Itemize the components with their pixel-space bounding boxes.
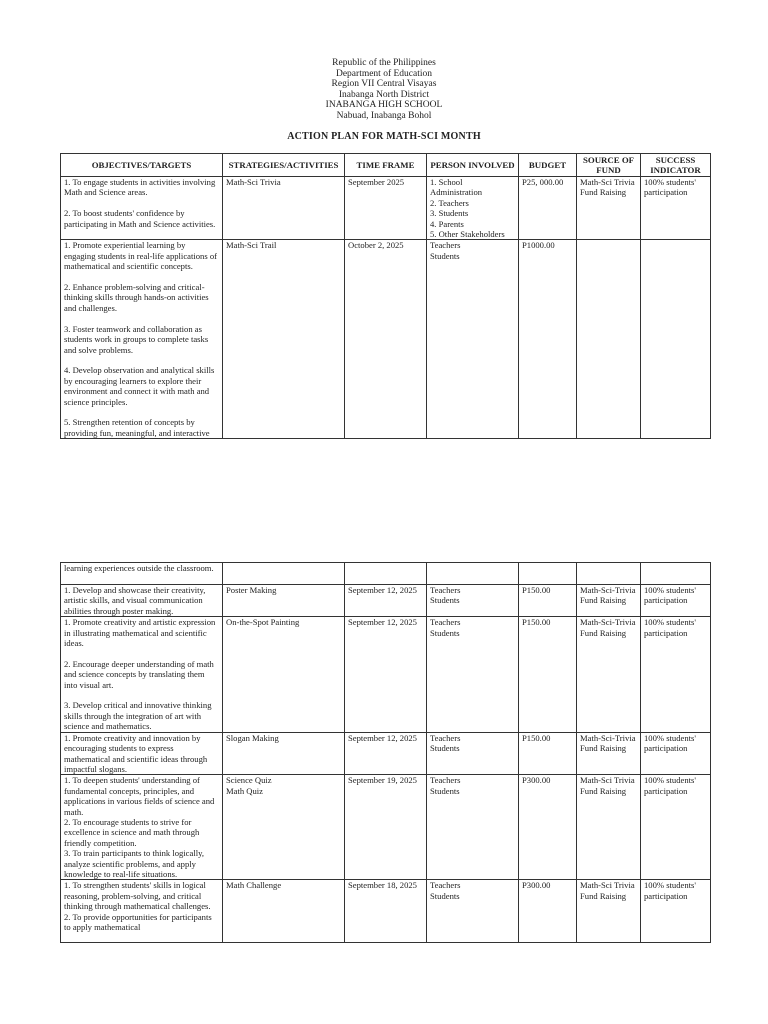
cell-strategy xyxy=(223,585,345,617)
cell-success-indicator xyxy=(641,732,711,775)
cell-time-frame xyxy=(345,563,427,585)
cell-objectives xyxy=(61,585,223,617)
cell-strategy-text: Math-Sci Trivia xyxy=(226,177,281,187)
cell-objectives xyxy=(61,563,223,585)
cell-source-of-fund-text: Math-Sci Trivia Fund Raising xyxy=(580,177,635,198)
cell-time-frame-text: October 2, 2025 xyxy=(348,240,404,251)
column-header-success-indicator: SUCCESS INDICATOR xyxy=(641,154,711,177)
cell-budget-text: P1000.00 xyxy=(522,240,555,251)
cell-time-frame xyxy=(345,240,427,439)
cell-time-frame xyxy=(345,585,427,617)
cell-source-of-fund xyxy=(577,585,641,617)
cell-person-involved-text: Teachers Students xyxy=(430,880,461,901)
cell-budget-text: P300.00 xyxy=(522,775,551,786)
cell-person-involved-text: Teachers Students xyxy=(430,240,461,261)
action-plan-table-page-1 xyxy=(60,153,711,439)
cell-source-of-fund xyxy=(577,880,641,943)
document-header xyxy=(0,58,768,121)
header-line-address: Nabuad, Inabanga Bohol xyxy=(336,110,432,121)
cell-person-involved-text: 1. School Administration 2. Teachers 3. Students 4. Parents 5. Other Stakeholders xyxy=(430,177,505,240)
cell-source-of-fund xyxy=(577,240,641,439)
header-line-country: Republic of the Philippines xyxy=(332,58,436,68)
cell-budget xyxy=(519,585,577,617)
cell-strategy-text: Poster Making xyxy=(226,585,277,595)
column-header-budget: BUDGET xyxy=(519,154,577,177)
header-line-department: Department of Education xyxy=(335,68,433,79)
cell-person-involved-text: Teachers Students xyxy=(430,617,461,638)
cell-budget xyxy=(519,177,577,240)
table-header-row xyxy=(61,154,711,177)
column-header-person-involved: PERSON INVOLVED xyxy=(427,154,519,177)
cell-time-frame xyxy=(345,617,427,732)
cell-budget-text: P150.00 xyxy=(522,585,551,595)
cell-objectives xyxy=(61,240,223,439)
cell-objectives xyxy=(61,617,223,732)
cell-source-of-fund xyxy=(577,177,641,240)
cell-success-indicator xyxy=(641,177,711,240)
cell-objectives-text: 1. Develop and showcase their creativity, artistic skills, and visual communication abilities through poster making. xyxy=(64,585,206,616)
cell-strategy xyxy=(223,177,345,240)
cell-source-of-fund xyxy=(577,775,641,880)
cell-time-frame xyxy=(345,775,427,880)
table-row xyxy=(61,775,711,880)
cell-success-indicator-text: 100% students' participation xyxy=(644,775,696,796)
cell-budget-text: P300.00 xyxy=(522,880,551,891)
cell-success-indicator xyxy=(641,585,711,617)
cell-person-involved xyxy=(427,177,519,240)
cell-objectives-text: 1. Promote experiential learning by engaging students in real-life applications of mathematical and scientific concepts. 2. Enhance problem-solving and critical-thinking skills through hands-on activities and challenges. 3. Foster teamwork and collaboration as students work in groups to complete tasks and solve problems. 4. Develop observation and analytical skills by encouraging learners to explore their environment and connect it with math and science principles. 5. Strengthen retention of concepts by providing fun, meaningful, and interactive xyxy=(64,240,217,438)
cell-success-indicator xyxy=(641,240,711,439)
cell-person-involved xyxy=(427,775,519,880)
table-row xyxy=(61,240,711,439)
cell-strategy xyxy=(223,880,345,943)
cell-source-of-fund-text: Math-Sci-Trivia Fund Raising xyxy=(580,617,636,638)
cell-budget xyxy=(519,617,577,732)
cell-time-frame-text: September 12, 2025 xyxy=(348,732,417,743)
cell-person-involved xyxy=(427,563,519,585)
cell-strategy-text: On-the-Spot Painting xyxy=(226,617,300,628)
cell-budget xyxy=(519,880,577,943)
cell-person-involved xyxy=(427,617,519,732)
cell-budget xyxy=(519,563,577,585)
cell-source-of-fund xyxy=(577,617,641,732)
cell-objectives-text: learning experiences outside the classroom. xyxy=(64,563,214,573)
table-row xyxy=(61,617,711,732)
cell-objectives-text: 1. To engage students in activities involving Math and Science areas. 2. To boost students' confidence by participating in Math and Science activities. xyxy=(64,177,216,229)
cell-success-indicator-text: 100% students' participation xyxy=(644,732,696,754)
cell-objectives xyxy=(61,775,223,880)
cell-objectives-text: 1. To deepen students' understanding of fundamental concepts, principles, and applications in various fields of science and math. 2. To encourage students to strive for excellence in science and math through friendly competition. 3. To train participants to think logically, analyze scientific problems, and apply knowledge to real-life situations. xyxy=(64,775,215,879)
cell-success-indicator-text: 100% students' participation xyxy=(644,177,696,198)
cell-success-indicator xyxy=(641,563,711,585)
cell-success-indicator-text: 100% students' participation xyxy=(644,617,696,638)
table-row xyxy=(61,585,711,617)
cell-objectives-text: 1. Promote creativity and innovation by encouraging students to express mathematical and scientific ideas through impactful slogans. xyxy=(64,732,208,774)
cell-strategy xyxy=(223,240,345,439)
cell-objectives xyxy=(61,732,223,775)
cell-strategy xyxy=(223,775,345,880)
cell-success-indicator xyxy=(641,617,711,732)
cell-strategy xyxy=(223,563,345,585)
cell-budget-text: P150.00 xyxy=(522,617,551,628)
action-plan-table-page-2 xyxy=(60,562,711,943)
header-line-district: Inabanga North District xyxy=(338,89,430,100)
cell-time-frame-text: September 2025 xyxy=(348,177,405,187)
cell-source-of-fund-text: Math-Sci-Trivia Fund Raising xyxy=(580,732,636,754)
cell-objectives xyxy=(61,880,223,943)
cell-time-frame-text: September 19, 2025 xyxy=(348,775,417,786)
table-row xyxy=(61,732,711,775)
cell-person-involved-text: Teachers Students xyxy=(430,732,461,754)
header-line-school: INABANGA HIGH SCHOOL xyxy=(325,100,443,110)
cell-strategy xyxy=(223,732,345,775)
header-line-region: Region VII Central Visayas xyxy=(331,79,437,89)
cell-success-indicator-text: 100% students' participation xyxy=(644,880,696,901)
cell-budget-text: P150.00 xyxy=(522,732,551,743)
cell-objectives-text: 1. To strengthen students' skills in logical reasoning, problem-solving, and critical thinking through mathematical challenges. 2. To provide opportunities for participants to apply mathematical xyxy=(64,880,212,932)
cell-success-indicator xyxy=(641,880,711,943)
column-header-strategies: STRATEGIES/ACTIVITIES xyxy=(223,154,345,177)
cell-person-involved-text: Teachers Students xyxy=(430,585,461,606)
column-header-objectives: OBJECTIVES/TARGETS xyxy=(61,154,223,177)
cell-time-frame-text: September 12, 2025 xyxy=(348,585,417,595)
cell-source-of-fund xyxy=(577,732,641,775)
cell-objectives-text: 1. Promote creativity and artistic expression in illustrating mathematical and scientific ideas. 2. Encourage deeper understanding of math and science concepts by translating them into visual art. 3. Develop critical and innovative thinking skills through the integration of art with science and mathematics. xyxy=(64,617,216,732)
page-title: ACTION PLAN FOR MATH-SCI MONTH xyxy=(287,131,481,142)
cell-time-frame-text: September 12, 2025 xyxy=(348,617,417,628)
table-row xyxy=(61,880,711,943)
cell-strategy xyxy=(223,617,345,732)
cell-objectives xyxy=(61,177,223,240)
cell-source-of-fund-text: Math-Sci Trivia Fund Raising xyxy=(580,880,635,901)
column-header-time-frame: TIME FRAME xyxy=(345,154,427,177)
cell-strategy-text: Science Quiz Math Quiz xyxy=(226,775,272,796)
cell-time-frame xyxy=(345,732,427,775)
cell-success-indicator xyxy=(641,775,711,880)
table-row xyxy=(61,177,711,240)
cell-person-involved-text: Teachers Students xyxy=(430,775,461,796)
cell-source-of-fund xyxy=(577,563,641,585)
cell-source-of-fund-text: Math-Sci Trivia Fund Raising xyxy=(580,775,635,796)
cell-budget xyxy=(519,775,577,880)
cell-person-involved xyxy=(427,880,519,943)
column-header-source-of-fund: SOURCE OF FUND xyxy=(577,154,641,177)
cell-budget xyxy=(519,732,577,775)
cell-person-involved xyxy=(427,585,519,617)
cell-person-involved xyxy=(427,240,519,439)
cell-time-frame-text: September 18, 2025 xyxy=(348,880,417,891)
cell-source-of-fund-text: Math-Sci-Trivia Fund Raising xyxy=(580,585,636,606)
cell-success-indicator-text: 100% students' participation xyxy=(644,585,696,606)
cell-strategy-text: Math-Sci Trail xyxy=(226,240,277,251)
cell-budget xyxy=(519,240,577,439)
cell-person-involved xyxy=(427,732,519,775)
cell-strategy-text: Math Challenge xyxy=(226,880,282,891)
cell-time-frame xyxy=(345,177,427,240)
cell-strategy-text: Slogan Making xyxy=(226,732,279,743)
cell-time-frame xyxy=(345,880,427,943)
table-row xyxy=(61,563,711,585)
cell-budget-text: P25, 000.00 xyxy=(522,177,564,187)
